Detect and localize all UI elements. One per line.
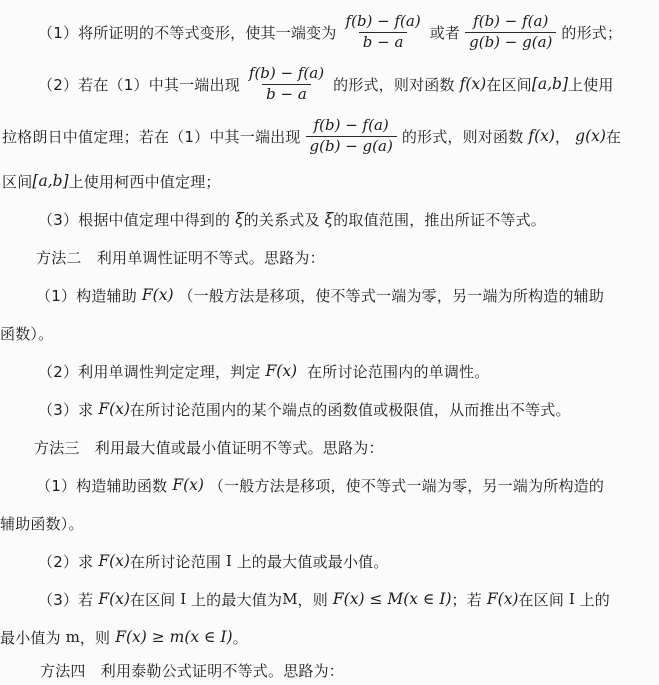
doc-line	[0, 428, 659, 466]
fraction-denominator: g(b) − g(a)	[306, 136, 397, 157]
doc-line	[0, 352, 659, 390]
text-run: （1）将所证明的不等式变形，使其一端变为	[38, 23, 337, 42]
text-run: 方法二 利用单调性证明不等式。思路为：	[36, 248, 325, 267]
text-run: 或者	[429, 23, 461, 42]
text-run: ；若	[451, 590, 487, 609]
text-run: 的取值范围，推出所证不等式。	[333, 210, 546, 229]
doc-line	[0, 276, 659, 314]
text-run: （3）若	[38, 590, 99, 609]
text-run: 在所讨论范围内的单调性。	[297, 362, 490, 381]
text-run: （3）根据中值定理中得到的	[38, 210, 236, 229]
doc-line	[0, 618, 659, 656]
math-run: [a,b]	[32, 172, 69, 190]
text-run: 。	[232, 628, 248, 647]
fraction	[306, 116, 397, 156]
roman-run: m	[60, 628, 80, 646]
text-run: ，则	[79, 628, 116, 647]
math-run: F(x)	[141, 286, 174, 304]
fraction-denominator: b − a	[359, 32, 408, 53]
text-run: 在	[605, 127, 622, 146]
text-run: （2）利用单调性判定定理，判定	[38, 362, 266, 381]
text-run: （一般方法是移项，使不等式一端为零，另一端为所构造的	[203, 476, 605, 495]
math-run: F(x)	[265, 362, 298, 380]
text-run: 的关系式及	[243, 210, 325, 229]
text-run: （3）求	[38, 400, 99, 419]
doc-line	[0, 58, 659, 110]
math-run: g(x)	[575, 127, 606, 145]
text-run: 上的	[579, 590, 610, 609]
text-run: 的形式；	[561, 23, 623, 42]
fraction-numerator: f(b) − f(a)	[248, 64, 325, 82]
text-run: 上使用柯西中值定理；	[68, 172, 221, 191]
fraction-denominator: b − a	[262, 84, 311, 105]
doc-line	[0, 314, 659, 352]
text-run: （2）若在（1）中其一端出现	[38, 75, 240, 94]
text-run: ，则	[297, 590, 333, 609]
text-run: ，	[554, 127, 576, 146]
text-run: 函数）。	[0, 324, 54, 343]
fraction	[342, 12, 425, 52]
math-run: F(x)	[98, 590, 130, 608]
text-run: 方法三 利用最大值或最小值证明不等式。思路为：	[34, 438, 384, 457]
text-run: 上的最大值为	[190, 590, 283, 609]
math-run: F(x)	[172, 476, 204, 494]
text-run: 在所讨论范围内的某个端点的函数值或极限值，从而推出不等式。	[129, 400, 571, 419]
math-run: f(x)	[528, 127, 555, 145]
doc-line	[0, 6, 659, 58]
fraction-numerator: f(b) − f(a)	[345, 12, 421, 30]
math-run: F(x)	[98, 552, 130, 570]
doc-line	[0, 656, 659, 685]
text-run: 上使用	[568, 75, 614, 94]
doc-line	[0, 238, 659, 276]
math-run: F(x)	[486, 590, 519, 608]
text-run: 在所讨论范围	[129, 552, 222, 571]
text-run: 辅助函数）。	[0, 514, 84, 533]
text-run: 的形式，则对函数	[401, 127, 529, 146]
roman-run: M	[282, 590, 298, 608]
text-run: 方法四 利用泰勒公式证明不等式。思路为：	[40, 662, 345, 680]
text-run: 拉格朗日中值定理；若在（1）中其一端出现	[2, 127, 301, 146]
math-run: ξ	[324, 210, 334, 228]
fraction	[245, 64, 328, 104]
fraction-numerator: f(b) − f(a)	[473, 12, 549, 30]
text-run: 最小值为	[0, 628, 61, 647]
text-run: 在区间	[486, 75, 532, 94]
text-run: （一般方法是移项，使不等式一端为零，另一端为所构造的辅助	[173, 286, 605, 305]
text-run: （1）构造辅助函数	[36, 476, 173, 495]
roman-run: I	[221, 552, 237, 570]
math-run: ξ	[235, 210, 244, 228]
doc-line	[0, 580, 659, 618]
text-run: （2）求	[38, 552, 99, 571]
fraction	[465, 12, 556, 52]
math-run: F(x) ≤ M(x ∈ I)	[332, 590, 452, 608]
text-run: 的形式，则对函数	[333, 75, 460, 94]
roman-run: I	[175, 590, 191, 608]
math-run: F(x) ≥ m(x ∈ I)	[115, 628, 233, 646]
doc-line	[0, 110, 659, 162]
doc-line	[0, 200, 659, 238]
doc-line	[0, 162, 659, 200]
text-run: 在区间	[518, 590, 565, 609]
text-run: （1）构造辅助	[36, 286, 142, 305]
math-run: [a,b]	[531, 75, 569, 93]
roman-run: I	[564, 590, 580, 608]
doc-line	[0, 466, 659, 504]
doc-line	[0, 504, 659, 542]
doc-line	[0, 390, 659, 428]
text-run: 区间	[2, 172, 33, 191]
doc-line	[0, 542, 659, 580]
fraction-denominator: g(b) − g(a)	[465, 32, 556, 53]
text-run: 上的最大值或最小值。	[236, 552, 389, 571]
math-run: F(x)	[98, 400, 130, 418]
fraction-numerator: f(b) − f(a)	[313, 116, 389, 134]
math-run: f(x)	[459, 75, 487, 93]
text-run: 在区间	[129, 590, 176, 609]
